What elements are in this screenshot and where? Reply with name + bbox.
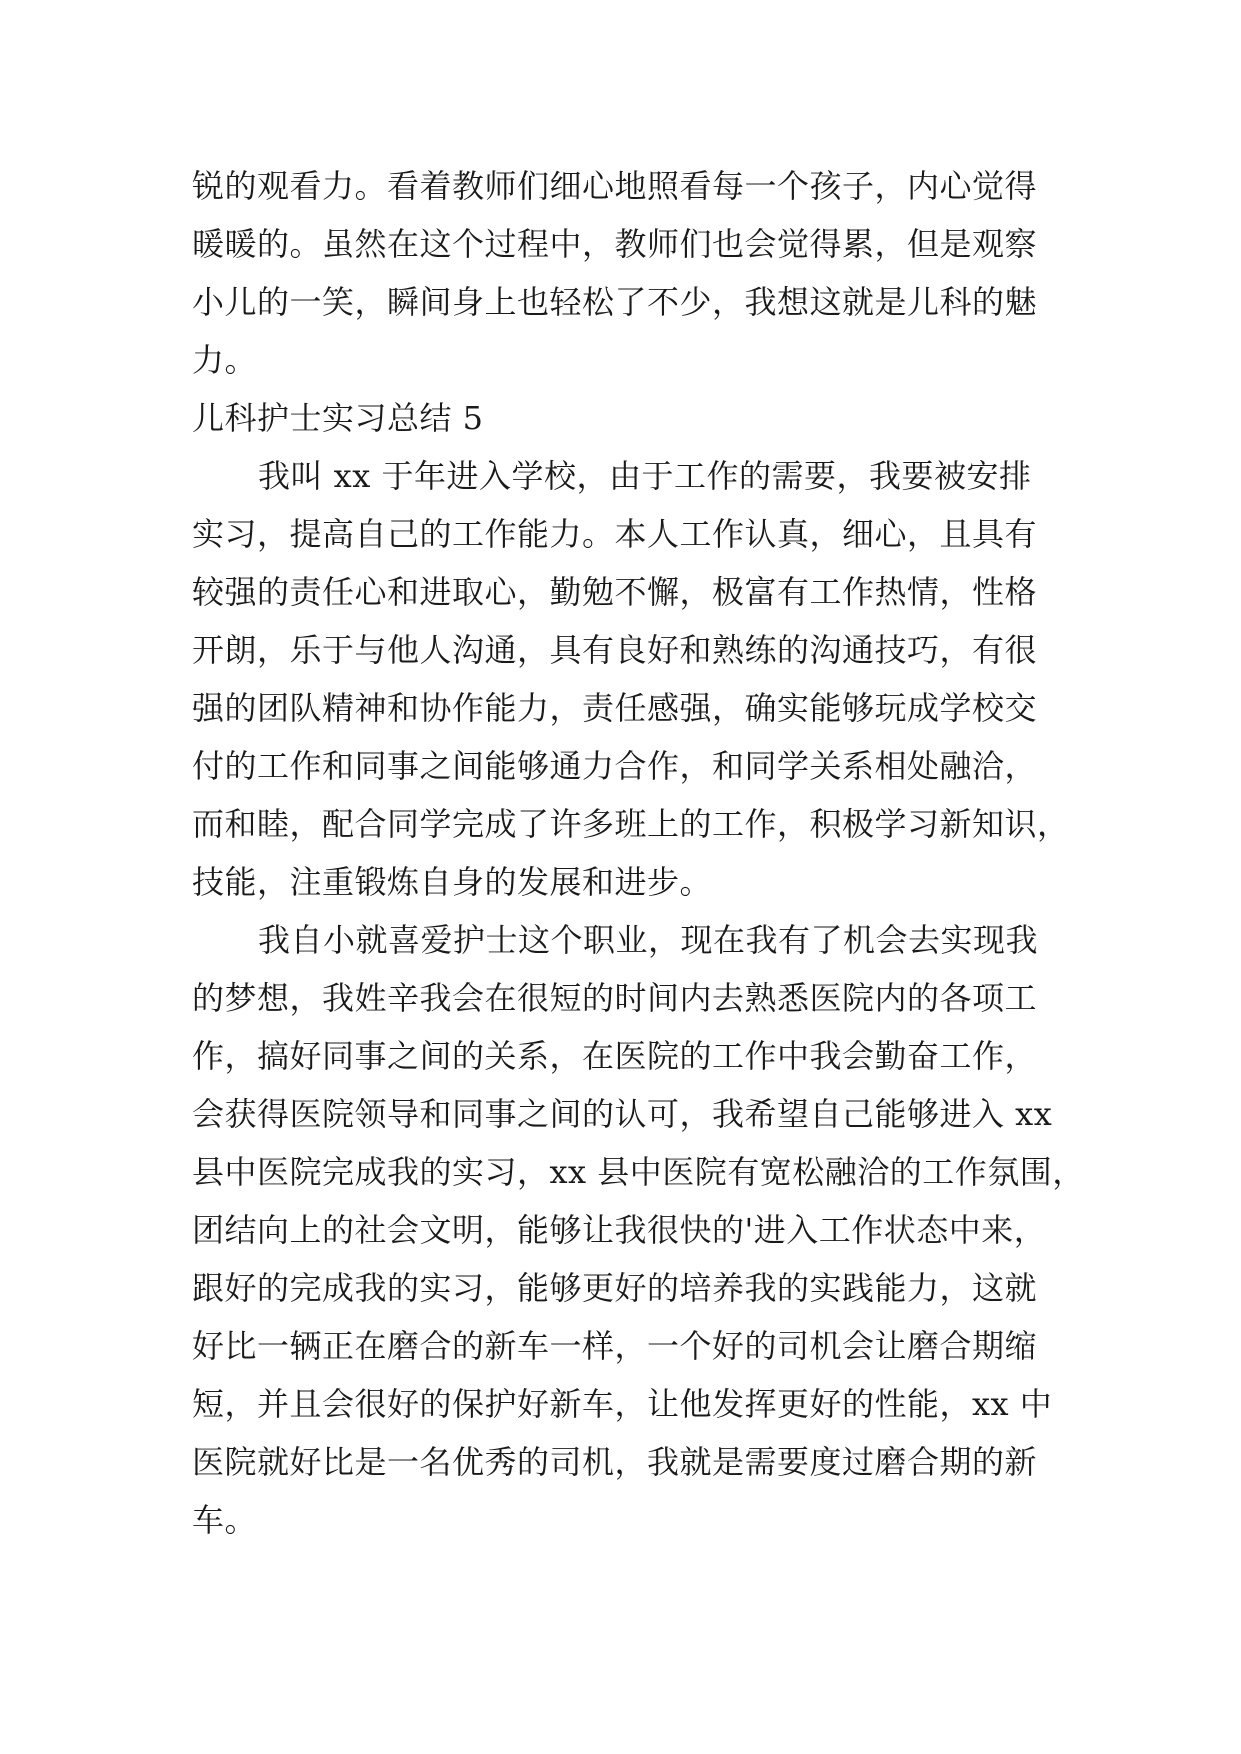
paragraph-line: 强的团队精神和协作能力，责任感强，确实能够玩成学校交 — [192, 689, 1038, 727]
paragraph-line: 实习，提高自己的工作能力。本人工作认真，细心，且具有 — [192, 515, 1038, 553]
paragraph-line: 短，并且会很好的保护好新车，让他发挥更好的性能，xx 中 — [192, 1385, 1053, 1423]
paragraph-line: 较强的责任心和进取心，勤勉不懈，极富有工作热情，性格 — [192, 573, 1038, 611]
intro-paragraph — [192, 157, 1055, 389]
paragraph-line: 我叫 xx 于年进入学校，由于工作的需要，我要被安排 — [258, 457, 1032, 495]
paragraph-line: 车。 — [192, 1501, 258, 1539]
paragraph-line: 县中医院完成我的实习，xx 县中医院有宽松融洽的工作氛围， — [192, 1153, 1085, 1191]
paragraph-line: 跟好的完成我的实习，能够更好的培养我的实践能力，这就 — [192, 1269, 1038, 1307]
paragraph-2 — [192, 911, 1085, 1549]
paragraph-line: 我自小就喜爱护士这个职业，现在我有了机会去实现我 — [258, 921, 1039, 959]
paragraph-line: 会获得医院领导和同事之间的认可，我希望自己能够进入 xx — [192, 1095, 1053, 1133]
paragraph-line: 的梦想，我姓辛我会在很短的时间内去熟悉医院内的各项工 — [192, 979, 1038, 1017]
paragraph-line: 开朗，乐于与他人沟通，具有良好和熟练的沟通技巧，有很 — [192, 631, 1038, 669]
paragraph-line: 小儿的一笑，瞬间身上也轻松了不少，我想这就是儿科的魅 — [192, 283, 1038, 321]
paragraph-line: 医院就好比是一名优秀的司机，我就是需要度过磨合期的新 — [192, 1443, 1038, 1481]
paragraph-line: 好比一辆正在磨合的新车一样，一个好的司机会让磨合期缩 — [192, 1327, 1038, 1365]
paragraph-line: 而和睦，配合同学完成了许多班上的工作，积极学习新知识， — [192, 805, 1070, 843]
document-page — [192, 157, 1085, 1549]
paragraph-line: 团结向上的社会文明，能够让我很快的'进入工作状态中来， — [192, 1211, 1047, 1249]
paragraph-line: 技能，注重锻炼自身的发展和进步。 — [192, 863, 713, 901]
paragraph-line: 付的工作和同事之间能够通力合作，和同学关系相处融洽， — [192, 747, 1038, 785]
section-title: 儿科护士实习总结 5 — [192, 399, 484, 437]
paragraph-line: 锐的观看力。看着教师们细心地照看每一个孩子，内心觉得 — [192, 167, 1038, 205]
paragraph-line: 暖暖的。虽然在这个过程中，教师们也会觉得累，但是观察 — [192, 225, 1038, 263]
paragraph-line: 作，搞好同事之间的关系，在医院的工作中我会勤奋工作， — [192, 1037, 1038, 1075]
paragraph-line: 力。 — [192, 341, 258, 379]
paragraph-1 — [192, 447, 1070, 911]
